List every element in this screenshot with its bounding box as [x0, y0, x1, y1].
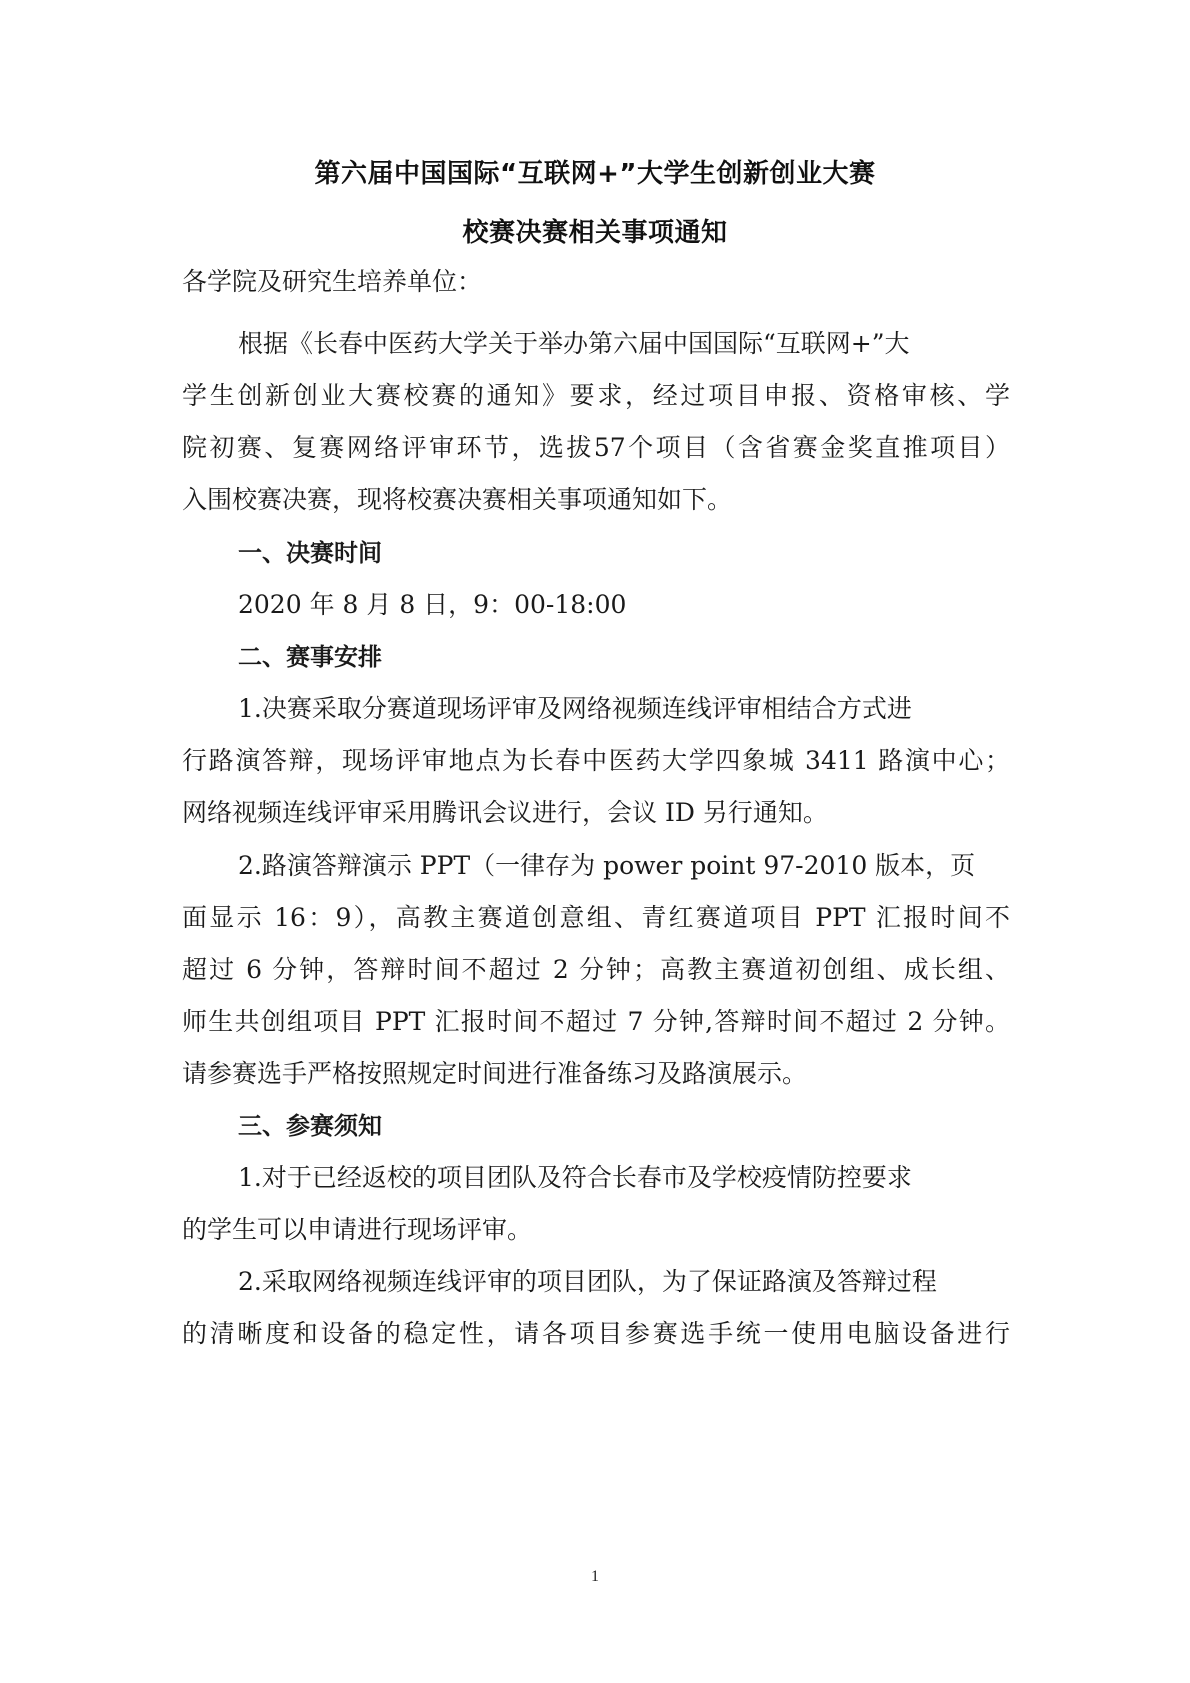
section-heading-arrangement: 二、赛事安排 [238, 643, 382, 671]
section-heading-notice: 三、参赛须知 [238, 1112, 382, 1140]
notice-item2-line-2: 的清晰度和设备的稳定性，请各项目参赛选手统一使用电脑设备进行 [182, 1319, 1010, 1348]
title-line-1: 第六届中国国际“互联网+”大学生创新创业大赛 [314, 159, 876, 189]
arrangement-item2-line-2: 面显示 16：9），高教主赛道创意组、青红赛道项目 PPT 汇报时间不 [182, 903, 1010, 932]
intro-line-2: 学生创新创业大赛校赛的通知》要求，经过项目申报、资格审核、学 [182, 381, 1010, 410]
title-line-2: 校赛决赛相关事项通知 [462, 218, 728, 248]
final-time-text: 2020 年 8 月 8 日，9：00-18:00 [238, 590, 627, 619]
arrangement-item2-line-1: 2.路演答辩演示 PPT（一律存为 power point 97-2010 版本，页 [238, 851, 976, 880]
arrangement-item2-line-3: 超过 6 分钟，答辩时间不超过 2 分钟；高教主赛道初创组、成长组、 [182, 955, 1010, 984]
arrangement-item1-line-1: 1.决赛采取分赛道现场评审及网络视频连线评审相结合方式进 [238, 694, 912, 723]
intro-line-3: 院初赛、复赛网络评审环节，选拔57个项目（含省赛金奖直推项目） [182, 433, 1010, 462]
intro-line-4: 入围校赛决赛，现将校赛决赛相关事项通知如下。 [182, 485, 733, 514]
section-heading-time: 一、决赛时间 [238, 539, 382, 567]
notice-item2-line-1: 2.采取网络视频连线评审的项目团队，为了保证路演及答辩过程 [238, 1267, 937, 1296]
page-number: 1 [591, 1568, 599, 1585]
notice-item1-line-1: 1.对于已经返校的项目团队及符合长春市及学校疫情防控要求 [238, 1163, 912, 1192]
salutation: 各学院及研究生培养单位： [182, 267, 483, 296]
intro-line-1: 根据《长春中医药大学关于举办第六届中国国际“互联网+”大 [238, 329, 910, 358]
arrangement-item2-line-5: 请参赛选手严格按照规定时间进行准备练习及路演展示。 [182, 1059, 808, 1088]
notice-item1-line-2: 的学生可以申请进行现场评审。 [182, 1215, 533, 1244]
arrangement-item1-line-2: 行路演答辩，现场评审地点为长春中医药大学四象城 3411 路演中心； [182, 746, 1010, 775]
arrangement-item1-line-3: 网络视频连线评审采用腾讯会议进行，会议 ID 另行通知。 [182, 798, 828, 827]
arrangement-item2-line-4: 师生共创组项目 PPT 汇报时间不超过 7 分钟,答辩时间不超过 2 分钟。 [182, 1007, 1010, 1036]
